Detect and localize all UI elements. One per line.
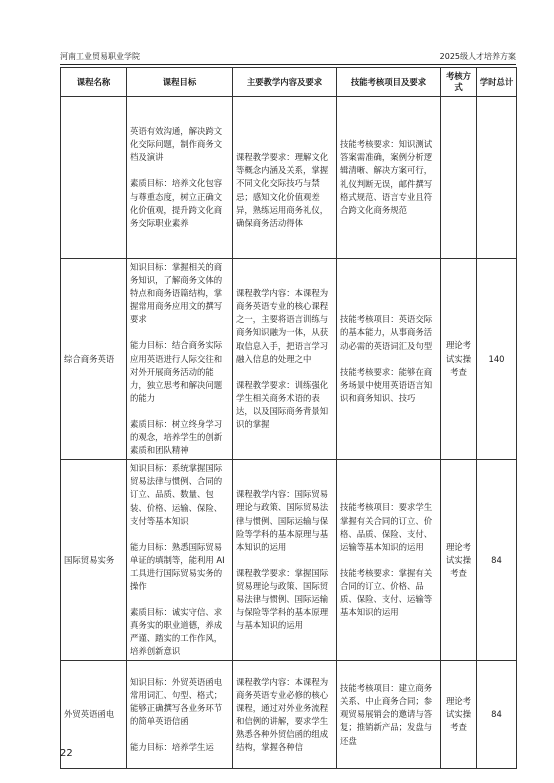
- header-total-hours: 学时总计: [477, 68, 517, 97]
- course-goal-cell: [127, 661, 233, 769]
- total-hours-cell: 84: [477, 460, 517, 661]
- course-name-cell: 国际贸易实务: [61, 460, 127, 661]
- course-name-cell: 综合商务英语: [61, 259, 127, 460]
- assessment-method-cell: [441, 97, 477, 259]
- goal-text: 素质目标：培养文化包容与尊重态度，树立正确文化价值观，提升跨文化商务交际职业素养: [130, 178, 223, 228]
- goal-text: 知识目标：掌握相关的商务知识，了解商务文体的特点和商务语篇结构，掌握常用商务应用文的撰写要求: [130, 262, 223, 325]
- total-hours-cell: 84: [477, 661, 517, 769]
- header-rule: [60, 64, 516, 65]
- header-assessment-method: 考核方式: [441, 68, 477, 97]
- total-hours-cell: 140: [477, 259, 517, 460]
- goal-text: 知识目标：外贸英语函电常用词汇、句型、格式；能够正确撰写各业务环节的简单英语信函: [130, 676, 223, 726]
- goal-text: 能力目标：培养学生运: [130, 742, 214, 753]
- curriculum-table: [60, 67, 517, 769]
- skill-assessment-cell: [337, 97, 441, 259]
- content-text: 课程教学内容：本课程为商务英语专业必修的核心课程，通过对外业务流程和信例的讲解，要求学生熟悉各种外贸信函的组成结构，掌握各种信: [236, 676, 329, 753]
- page-header: [60, 50, 516, 64]
- course-name-cell: 外贸英语函电: [61, 661, 127, 769]
- header-skill-assessment: 技能考核项目及要求: [337, 68, 441, 97]
- course-goal-cell: [127, 97, 233, 259]
- skill-text: 技能考核项目：要求学生掌握有关合同的订立、价格、品质、保险、支付、运输等基本知识的运用: [340, 502, 433, 552]
- goal-text: 能力目标：熟悉国际贸易单证的填制等，能利用 AI 工具进行国际贸易实务的操作: [130, 541, 225, 591]
- skill-text: 技能考核要求：能够在商务场景中使用英语语言知识和商务知识、技巧: [340, 366, 433, 403]
- plan-title: 2025级人才培养方案: [439, 52, 516, 61]
- course-name-cell: [61, 97, 127, 259]
- skill-text: 技能考核要求：知识测试答案需准确，案例分析逻辑清晰、解决方案可行，礼仪判断无误，邮件撰写格式规范、语言专业且符合跨文化商务规范: [340, 139, 433, 215]
- goal-text: 能力目标：结合商务实际应用英语进行人际交往和对外开展商务活动的能力，独立思考和解决问题的能力: [130, 340, 223, 403]
- table-row: [61, 460, 517, 661]
- page-number: 22: [60, 748, 73, 759]
- teaching-content-cell: [233, 259, 337, 460]
- assessment-method-cell: 理论考试实操考查: [441, 460, 477, 661]
- total-hours-cell: [477, 97, 517, 259]
- content-text: 课程教学要求：理解文化等概念内涵及关系，掌握不同文化交际技巧与禁忌；感知文化价值观差异，熟练运用商务礼仪，确保商务活动得体: [236, 152, 329, 228]
- skill-text: 技能考核要求：掌握有关合同的订立、价格、品质、保险、支付、运输等基本知识的运用: [340, 567, 433, 618]
- course-goal-cell: [127, 460, 233, 661]
- goal-text: 英语有效沟通，解决跨文化交际问题，制作商务文档及演讲: [130, 126, 223, 163]
- goal-text: 知识目标：系统掌握国际贸易法律与惯例、合同的订立、品质、数量、包装、价格、运输、保险、支付等基本知识: [130, 463, 223, 526]
- header-course-goal: 课程目标: [127, 68, 233, 97]
- skill-assessment-cell: [337, 661, 441, 769]
- goal-text: 素质目标：树立终身学习的观念，培养学生的创新素质和团队精神: [130, 418, 223, 456]
- table-header-row: [61, 68, 517, 97]
- table-row: [61, 97, 517, 259]
- skill-text: 技能考核项目：英语交际的基本能力，从事商务活动必需的英语词汇及句型: [340, 314, 433, 351]
- course-goal-cell: [127, 259, 233, 460]
- content-text: 课程教学内容：本课程为商务英语专业的核心课程之一，主要将语言训练与商务知识融为一体，从获取信息入手，把语言学习融入信息的处理之中: [236, 288, 329, 364]
- header-teaching-content: 主要教学内容及要求: [233, 68, 337, 97]
- header-course-name: 课程名称: [61, 68, 127, 97]
- assessment-method-cell: 理论考试实操考查: [441, 259, 477, 460]
- skill-text: 技能考核项目：建立商务关系、中止商务合同；参观贸易展销会的邀请与答复；推销新产品；发盘与还盘: [340, 683, 433, 746]
- school-name: 河南工业贸易职业学院: [60, 52, 140, 61]
- teaching-content-cell: [233, 97, 337, 259]
- content-text: 课程教学要求：掌握国际贸易理论与政策、国际贸易法律与惯例、国际运输与保险等学科的基本原理与基本知识的运用: [236, 567, 329, 631]
- teaching-content-cell: [233, 661, 337, 769]
- table-row: [61, 259, 517, 460]
- assessment-method-cell: 理论考试实操考查: [441, 661, 477, 769]
- skill-assessment-cell: [337, 259, 441, 460]
- teaching-content-cell: [233, 460, 337, 661]
- content-text: 课程教学内容：国际贸易理论与政策、国际贸易法律与惯例、国际运输与保险等学科的基本原理与基本知识的运用: [236, 489, 329, 552]
- content-text: 课程教学要求：训练强化学生相关商务术语的表达，以及国际商务背景知识的掌握: [236, 379, 329, 429]
- skill-assessment-cell: [337, 460, 441, 661]
- table-row: [61, 661, 517, 769]
- goal-text: 素质目标：诚实守信、求真务实的职业道德，养成严谨、踏实的工作作风，培养创新意识: [130, 607, 223, 657]
